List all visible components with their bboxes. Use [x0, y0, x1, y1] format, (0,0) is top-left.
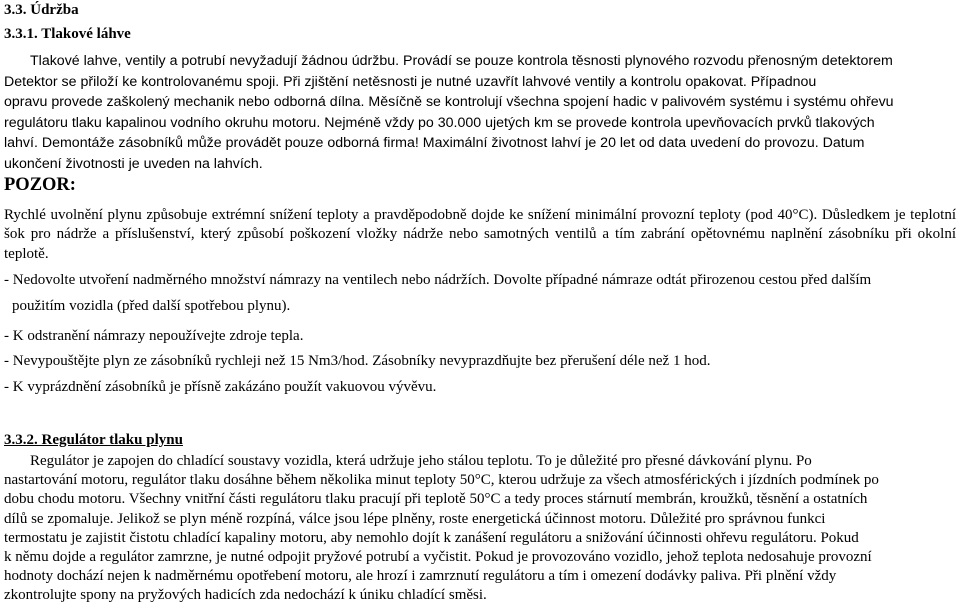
warning-bullet-frost: - Nedovolte utvoření nadměrného množství námrazy na ventilech nebo nádržích. Dovolte případné námraze odtát přirozenou cestou před dalším	[4, 272, 872, 288]
warning-bullet-heat: - K odstranění námrazy nepoužívejte zdroje tepla.	[4, 328, 304, 344]
regulator-line-1: Regulátor je zapojen do chladící soustavy vozidla, která udržuje jeho stálou teplotu. To je důležité pro přesné dávkování plynu. Po	[30, 453, 812, 469]
regulator-line-4: dílů se zpomaluje. Jelikož se plyn méně rozpíná, válce jsou lépe plněny, roste energetická účinnost motoru. Důležité pro správnou funkci	[4, 510, 826, 527]
regulator-paragraph	[4, 452, 956, 606]
regulator-line-8: zkontrolujte spony na pryžových hadicích zda nedochází k úniku chladící směsi.	[4, 587, 487, 604]
subsection-heading-regulator	[4, 432, 183, 449]
regulator-line-6: k němu dojde a regulátor zamrzne, je nutné odpojit pryžové potrubí a vyčistit. Pokud je provozováno vozidlo, jehož teplota nedosahuje provozní	[4, 549, 872, 566]
warning-bullet-frost-continued: použitím vozidla (před další spotřebou plynu).	[12, 298, 291, 314]
regulator-line-2: nastartování motoru, regulátor tlaku dosáhne během několika minut teploty 50°C, kterou udržuje za všech atmosférických i jízdních podmínek po	[4, 472, 879, 489]
warning-bullet-vacuum: - K vyprázdnění zásobníků je přísně zakázáno použít vakuovou vývěvu.	[4, 379, 437, 395]
tanks-paragraph	[4, 51, 956, 175]
tanks-line-3: opravu provede zaškolený mechanik nebo odborná dílna. Měsíčně se kontrolují všechna spojení hadic v palivovém systému i systému ohřevu	[4, 94, 894, 111]
subsection-heading-tanks: 3.3.1. Tlakové láhve	[4, 26, 131, 42]
tanks-line-1: Tlakové lahve, ventily a potrubí nevyžadují žádnou údržbu. Provádí se pouze kontrola těsnosti plynového rozvodu přenosným detektorem	[30, 53, 893, 69]
regulator-line-5: termostatu je zajistit čistotu chladící kapaliny motoru, aby nemohlo dojít k zanášení regulátoru a snižování účinnosti ohřevu regulátoru. Pokud	[4, 529, 859, 546]
regulator-title: 3.3.2. Regulátor tlaku plynu	[4, 432, 183, 448]
tanks-line-6: ukončení životnosti je uveden na lahvích.	[4, 155, 263, 172]
section-heading: 3.3. Údržba	[4, 2, 79, 18]
regulator-line-3: dobu chodu motoru. Všechny vnitřní části regulátoru tlaku pracují při teplotě 50°C a tedy proces stárnutí membrán, kroužků, těsnění a ostatních	[4, 491, 868, 508]
tanks-line-4: regulátoru tlaku kapalinou vodního okruhu motoru. Nejméně vždy po 30.000 ujetých km se provede kontrola upevňovacích prvků tlakových	[4, 114, 875, 131]
tanks-line-5: lahví. Demontáže zásobníků může provádět pouze odborná firma! Maximální životnost lahví je 20 let od data uvedení do provozu. Datum	[4, 135, 865, 152]
tanks-line-2: Detektor se přiloží ke kontrolovanému spoji. Při zjištění netěsnosti je nutné uzavřít lahvové ventily a kontrolu opakovat. Případnou	[4, 73, 817, 90]
regulator-line-7: hodnoty dochází nejen k nadměrnému opotřebení motoru, ale hrozí i zamrznutí regulátoru a tím i omezení dodávky paliva. Při plnění vždy	[4, 568, 837, 585]
warning-heading: POZOR:	[4, 175, 76, 195]
warning-paragraph: Rychlé uvolnění plynu způsobuje extrémní snížení teploty a pravděpodobně dojde ke snížení minimální provozní teploty (pod 40°C). Důsledkem je teplotní šok pro nádrže a příslušenství, který způsobí poškození vložky nádrže nebo samotných ventilů a tím zabrání opětovnému naplnění zásobníku při okolní teplotě.	[4, 207, 956, 262]
warning-bullet-release-rate: - Nevypouštějte plyn ze zásobníků rychleji než 15 Nm3/hod. Zásobníky nevyprazdňujte bez přerušení déle než 1 hod.	[4, 353, 711, 369]
